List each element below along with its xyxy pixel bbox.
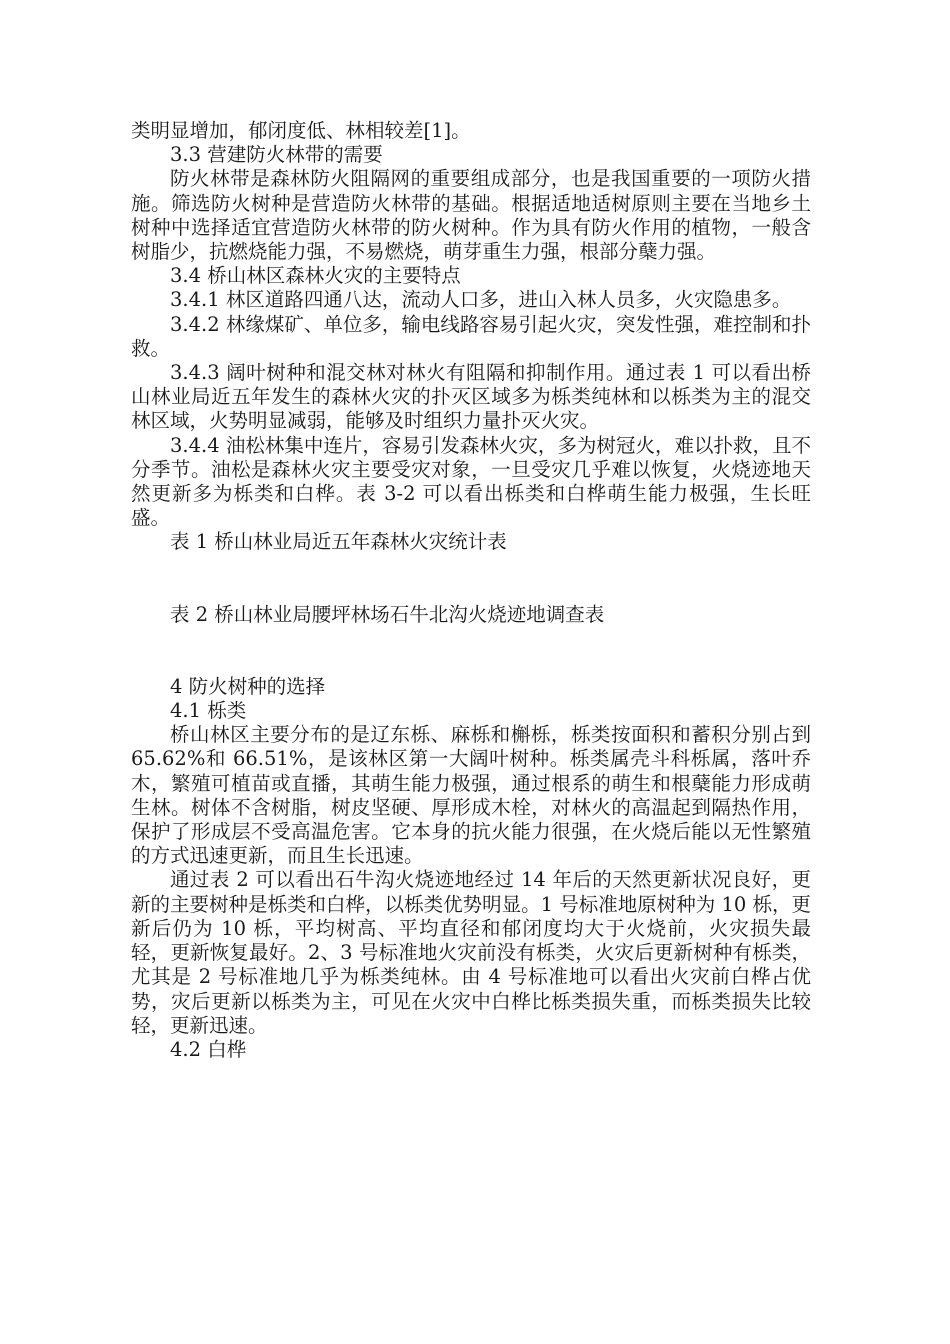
section-heading-4: 4 防火树种的选择 — [170, 674, 326, 698]
table-1-placeholder — [131, 555, 811, 603]
paragraph-firebreak-need: 防火林带是森林防火阻隔网的重要组成部分，也是我国重要的一项防火措施。筛选防火树种是营造防火林带的基础。根据适地适树原则主要在当地乡土树种中选择适宜营造防火林带的防火树种。作为具有防火作用的植物，一般含树脂少，抗燃烧能力强，不易燃烧，萌芽重生力强，根部分蘖力强。 — [131, 167, 811, 264]
section-heading-4-2: 4.2 白桦 — [170, 1037, 247, 1061]
section-heading-3-3: 3.3 营建防火林带的需要 — [170, 143, 383, 167]
paragraph-3-4-1: 3.4.1 林区道路四通八达，流动人口多，进山入林人员多，火灾隐患多。 — [170, 288, 792, 312]
section-heading-3-4: 3.4 桥山林区森林火灾的主要特点 — [170, 264, 461, 288]
table-2-caption: 表 2 桥山林业局腰坪林场石牛北沟火烧迹地调查表 — [170, 602, 605, 626]
section-heading-4-1: 4.1 栎类 — [170, 699, 247, 723]
paragraph-continuation: 类明显增加，郁闭度低、林相较差[1]。 — [131, 119, 471, 142]
paragraph-3-4-2: 3.4.2 林缘煤矿、单位多，输电线路容易引起火灾，突发性强，难控制和扑救。 — [131, 312, 811, 360]
paragraph-3-4-3: 3.4.3 阔叶树种和混交林对林火有阻隔和抑制作用。通过表 1 可以看出桥山林业局近五年发生的森林火灾的扑灭区域多为栎类纯林和以栎类为主的混交林区域，火势明显减弱，能够及时组织力量扑灭火灾。 — [131, 361, 811, 433]
paragraph-oak-distribution: 桥山林区主要分布的是辽东栎、麻栎和槲栎，栎类按面积和蓄积分别占到 65.62%和 66.51%，是该林区第一大阔叶树种。栎类属壳斗科栎属，落叶乔木，繁殖可植苗或直播，其萌生能力极强，通过根系的萌生和根蘖能力形成萌生林。树体不含树脂，树皮坚硬、厚形成木栓，对林火的高温起到隔热作用，保护了形成层不受高温危害。它本身的抗火能力很强，在火烧后能以无性繁殖的方式迅速更新，而且生长迅速。 — [131, 723, 811, 868]
paragraph-oak-regeneration: 通过表 2 可以看出石牛沟火烧迹地经过 14 年后的天然更新状况良好，更新的主要树种是栎类和白桦，以栎类优势明显。1 号标准地原树种为 10 栎，更新后仍为 10 栎，平均树高、平均直径和郁闭度均大于火烧前，火灾损失最轻，更新恢复最好。2、3 号标准地火灾前没有栎类，火灾后更新树种有栎类，尤其是 2 号标准地几乎为栎类纯林。由 4 号标准地可以看出火灾前白桦占优势，灾后更新以栎类为主，可见在火灾中白桦比栎类损失重，而栎类损失比较轻，更新迅速。 — [131, 868, 811, 1037]
table-1-caption: 表 1 桥山林业局近五年森林火灾统计表 — [170, 530, 507, 554]
paragraph-3-4-4: 3.4.4 油松林集中连片，容易引发森林火灾，多为树冠火，难以扑救，且不分季节。油松是森林火灾主要受灾对象，一旦受灾几乎难以恢复，火烧迹地天然更新多为栎类和白桦。表 3-2 可以看出栎类和白桦萌生能力极强，生长旺盛。 — [131, 433, 811, 530]
table-2-placeholder — [131, 627, 811, 675]
document-page — [131, 119, 811, 1062]
